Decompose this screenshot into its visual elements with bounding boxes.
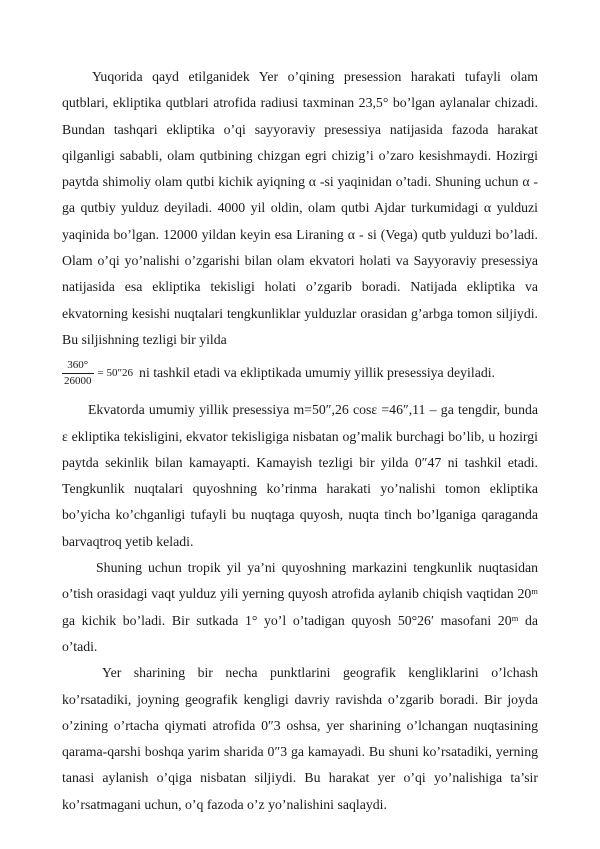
fraction-bar (62, 373, 94, 374)
paragraph-equator-precession: Ekvatorda umumiy yillik presessiya m=50″,26 cosε =46″,11 – ga tengdir, bunda ε ekliptika tekisligini, ekvator tekisligiga nisbatan og’malik burchagi bo’lib, u hozirgi paytda sekinlik bilan kamayapti. Kamayish tezligi bir yilda 0″47 ni tashkil etadi. Tengkunlik nuqtalari quyoshning ko’rinma harakati yo’nalishi tomon ekliptika bo’yicha ko’chganligi tufayli bu nuqtaga quyosh, nuqta tinch bo’lganiga qaraganda barvaqtroq yetib keladi. (62, 402, 538, 549)
fraction (62, 359, 94, 388)
fraction-numerator: 360° (67, 358, 89, 371)
fraction-result: = 50″26 (97, 367, 134, 380)
paragraph-precession-intro: Yuqorida qayd etilganidek Yer o’qining presession harakati tufayli olam qutblari, ekliptika qutblari atrofida radiusi taxminan 23,5° bo’lgan aylanalar chizadi. Bundan tashqari ekliptika o’qi sayyoraviy presessiya natijasida fazoda harakat qilganligi sababli, olam qutbining chizgan egri chizig’i o’zaro kesishmaydi. Hozirgi paytda shimoliy olam qutbi kichik ayiqning α -si yaqinidan o’tadi. Shuning uchun α -ga qutbiy yulduz deyiladi. 4000 yil oldin, olam qutbi Ajdar turkumidagi α yulduzi yaqinida bo’lgan. 12000 yildan keyin esa Liraning α - si (Vega) qutb yulduzi bo’ladi. Olam o’qi yo’nalishi o’zgarishi bilan olam ekvatori holati va Sayyoraviy presessiya natijasida esa ekliptika tekisligi holati o’zgarib boradi. Natijada ekliptika va ekvatorning kesishi nuqtalari tengkunliklar yulduzlar orasidan g’arbga tomon siljiydi. Bu siljishning tezligi bir yilda (62, 69, 538, 347)
formula-line (62, 355, 538, 391)
page-content (62, 64, 538, 818)
paragraph-tropical-year: Shuning uchun tropik yil ya’ni quyoshning markazini tengkunlik nuqtasidan o’tish orasidagi vaqt yulduz yili yerning quyosh atrofida aylanib chiqish vaqtidan 20ᵐ ga kichik bo’ladi. Bir sutkada 1° yo’l o’tadigan quyosh 50°26′ masofani 20ᵐ da o’tadi. (62, 560, 538, 654)
fraction-denominator: 26000 (64, 374, 92, 387)
paragraph-latitude-variation: Yer sharining bir necha punktlarini geografik kengliklarini o’lchash ko’rsatadiki, joyning geografik kengligi davriy ravishda o’zgarib boradi. Bir joyda o’zining o’rtacha qiymati atrofida 0″3 oshsa, yer sharining o’lchangan nuqtasining qarama-qarshi boshqa yarim sharida 0″3 ga kamayadi. Bu shuni ko’rsatadiki, yerning tanasi aylanish o’qiga nisbatan siljiydi. Bu harakat yer o’qi yo’nalishiga ta’sir ko’rsatmagani uchun, o’q fazoda o’z yo’nalishini saqlaydi. (62, 665, 538, 812)
formula-caption: ni tashkil etadi va ekliptikada umumiy yillik presessiya deyiladi. (139, 365, 496, 381)
